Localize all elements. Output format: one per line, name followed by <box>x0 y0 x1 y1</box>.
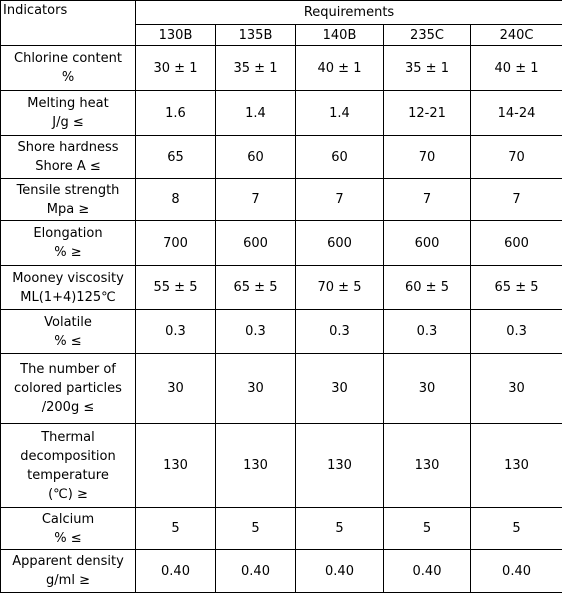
value-cell <box>216 266 296 310</box>
indicator-text-line: colored particles <box>1 379 135 398</box>
value-text: 40 ± 1 <box>318 61 362 76</box>
value-cell <box>296 221 384 266</box>
table-row <box>1 550 562 593</box>
requirements-header-cell <box>136 1 562 25</box>
table-row <box>1 221 562 266</box>
indicator-cell <box>1 550 136 593</box>
value-text: 30 <box>419 381 436 396</box>
indicator-text-line: Mpa ≥ <box>1 200 135 219</box>
value-text: 35 ± 1 <box>405 61 449 76</box>
value-text: 70 <box>419 150 436 165</box>
value-text: 7 <box>251 192 259 207</box>
table-row <box>1 266 562 310</box>
value-cell <box>136 46 216 91</box>
value-cell <box>216 179 296 221</box>
value-text: 1.4 <box>329 106 350 121</box>
grade-header-cell <box>296 25 384 46</box>
value-cell <box>471 354 562 424</box>
value-cell <box>384 310 471 354</box>
value-text: 30 ± 1 <box>154 61 198 76</box>
value-cell <box>216 550 296 593</box>
indicator-cell <box>1 310 136 354</box>
value-cell <box>471 424 562 508</box>
indicator-cell <box>1 354 136 424</box>
value-text: 30 <box>331 381 348 396</box>
indicator-text-line: (℃) ≥ <box>1 485 135 504</box>
value-text: 5 <box>251 521 259 536</box>
table-row <box>1 424 562 508</box>
indicator-text-line: /200g ≤ <box>1 398 135 417</box>
value-text: 0.40 <box>161 564 190 579</box>
value-text: 1.6 <box>165 106 186 121</box>
indicator-cell <box>1 91 136 136</box>
value-cell <box>471 136 562 179</box>
value-text: 35 ± 1 <box>234 61 278 76</box>
value-text: 65 ± 5 <box>234 280 278 295</box>
value-text: 130 <box>163 458 188 473</box>
indicator-text-line: Shore hardness <box>1 138 135 157</box>
value-cell <box>384 221 471 266</box>
indicator-cell <box>1 221 136 266</box>
value-text: 30 <box>508 381 525 396</box>
value-text: 600 <box>504 236 529 251</box>
value-text: 600 <box>415 236 440 251</box>
value-cell <box>296 550 384 593</box>
grade-header-label: 130B <box>159 28 193 43</box>
value-cell <box>136 550 216 593</box>
table-row <box>1 136 562 179</box>
indicator-text-line: Apparent density <box>1 552 135 571</box>
value-cell <box>384 424 471 508</box>
value-cell <box>296 266 384 310</box>
value-text: 5 <box>171 521 179 536</box>
value-cell <box>471 46 562 91</box>
value-text: 8 <box>171 192 179 207</box>
value-cell <box>384 91 471 136</box>
value-cell <box>136 508 216 550</box>
indicator-text-line: % ≤ <box>1 529 135 548</box>
indicator-text-line: ML(1+4)125℃ <box>1 288 135 307</box>
value-text: 0.3 <box>245 324 266 339</box>
value-text: 0.40 <box>502 564 531 579</box>
grade-header-cell <box>471 25 562 46</box>
indicator-text-line: Melting heat <box>1 94 135 113</box>
value-text: 130 <box>504 458 529 473</box>
value-text: 5 <box>423 521 431 536</box>
indicator-text-line: % ≤ <box>1 332 135 351</box>
value-text: 60 <box>331 150 348 165</box>
grade-header-label: 235C <box>410 28 444 43</box>
value-text: 130 <box>243 458 268 473</box>
grade-header-cell <box>216 25 296 46</box>
value-cell <box>216 46 296 91</box>
value-text: 14-24 <box>498 106 536 121</box>
indicator-cell <box>1 424 136 508</box>
grade-header-label: 135B <box>239 28 273 43</box>
indicator-text-line: Calcium <box>1 510 135 529</box>
indicator-text-line: Mooney viscosity <box>1 269 135 288</box>
indicator-text-line: Tensile strength <box>1 181 135 200</box>
indicator-text-line: % <box>1 68 135 87</box>
value-cell <box>384 136 471 179</box>
table-row <box>1 354 562 424</box>
value-cell <box>136 424 216 508</box>
value-cell <box>136 136 216 179</box>
value-cell <box>136 354 216 424</box>
indicator-cell <box>1 136 136 179</box>
value-text: 0.40 <box>325 564 354 579</box>
value-cell <box>384 550 471 593</box>
value-cell <box>296 91 384 136</box>
grade-header-label: 240C <box>500 28 534 43</box>
value-cell <box>136 179 216 221</box>
value-text: 0.3 <box>329 324 350 339</box>
indicator-cell <box>1 46 136 91</box>
indicators-header-label: Indicators <box>3 3 67 18</box>
value-cell <box>384 508 471 550</box>
value-cell <box>296 508 384 550</box>
indicator-cell <box>1 179 136 221</box>
value-cell <box>471 266 562 310</box>
header-row-top <box>1 1 562 25</box>
indicator-text-line: J/g ≤ <box>1 113 135 132</box>
value-text: 0.3 <box>417 324 438 339</box>
value-text: 0.3 <box>506 324 527 339</box>
value-text: 60 <box>247 150 264 165</box>
value-text: 700 <box>163 236 188 251</box>
value-cell <box>471 179 562 221</box>
value-cell <box>216 221 296 266</box>
value-text: 7 <box>512 192 520 207</box>
value-text: 65 <box>167 150 184 165</box>
value-cell <box>296 136 384 179</box>
table-row <box>1 46 562 91</box>
value-text: 30 <box>247 381 264 396</box>
value-cell <box>136 310 216 354</box>
value-cell <box>216 91 296 136</box>
indicator-text-line: g/ml ≥ <box>1 571 135 590</box>
value-cell <box>471 310 562 354</box>
value-text: 55 ± 5 <box>154 280 198 295</box>
value-text: 70 <box>508 150 525 165</box>
indicator-text-line: decomposition <box>1 447 135 466</box>
table-row <box>1 91 562 136</box>
value-cell <box>296 310 384 354</box>
indicator-text-line: The number of <box>1 360 135 379</box>
value-cell <box>384 354 471 424</box>
table-row <box>1 508 562 550</box>
value-cell <box>384 46 471 91</box>
value-text: 0.40 <box>241 564 270 579</box>
value-text: 60 ± 5 <box>405 280 449 295</box>
value-cell <box>296 46 384 91</box>
value-text: 600 <box>327 236 352 251</box>
value-cell <box>136 91 216 136</box>
value-cell <box>384 179 471 221</box>
value-cell <box>216 424 296 508</box>
indicator-text-line: Volatile <box>1 313 135 332</box>
value-cell <box>136 266 216 310</box>
value-text: 70 ± 5 <box>318 280 362 295</box>
indicator-text-line: temperature <box>1 466 135 485</box>
indicator-text-line: Shore A ≤ <box>1 157 135 176</box>
indicator-text-line: Elongation <box>1 224 135 243</box>
value-cell <box>471 508 562 550</box>
value-text: 130 <box>327 458 352 473</box>
value-text: 12-21 <box>408 106 446 121</box>
grade-header-cell <box>384 25 471 46</box>
value-cell <box>216 310 296 354</box>
indicator-cell <box>1 266 136 310</box>
value-cell <box>296 354 384 424</box>
value-text: 1.4 <box>245 106 266 121</box>
value-cell <box>296 179 384 221</box>
value-cell <box>471 91 562 136</box>
value-text: 7 <box>335 192 343 207</box>
value-cell <box>471 550 562 593</box>
indicator-cell <box>1 508 136 550</box>
value-cell <box>296 424 384 508</box>
table-row <box>1 310 562 354</box>
value-text: 0.3 <box>165 324 186 339</box>
grade-header-label: 140B <box>323 28 357 43</box>
value-text: 40 ± 1 <box>495 61 539 76</box>
value-text: 130 <box>415 458 440 473</box>
value-text: 5 <box>512 521 520 536</box>
value-text: 600 <box>243 236 268 251</box>
value-text: 0.40 <box>413 564 442 579</box>
value-cell <box>471 221 562 266</box>
table-row <box>1 179 562 221</box>
indicator-text-line: % ≥ <box>1 243 135 262</box>
value-text: 5 <box>335 521 343 536</box>
value-text: 30 <box>167 381 184 396</box>
value-cell <box>216 354 296 424</box>
grade-header-cell <box>136 25 216 46</box>
value-cell <box>216 136 296 179</box>
table-body <box>1 1 562 593</box>
indicator-text-line: Chlorine content <box>1 49 135 68</box>
requirements-header-label: Requirements <box>304 5 394 20</box>
value-cell <box>384 266 471 310</box>
value-cell <box>216 508 296 550</box>
indicator-text-line: Thermal <box>1 428 135 447</box>
value-cell <box>136 221 216 266</box>
indicators-header-cell <box>1 1 136 46</box>
value-text: 7 <box>423 192 431 207</box>
value-text: 65 ± 5 <box>495 280 539 295</box>
